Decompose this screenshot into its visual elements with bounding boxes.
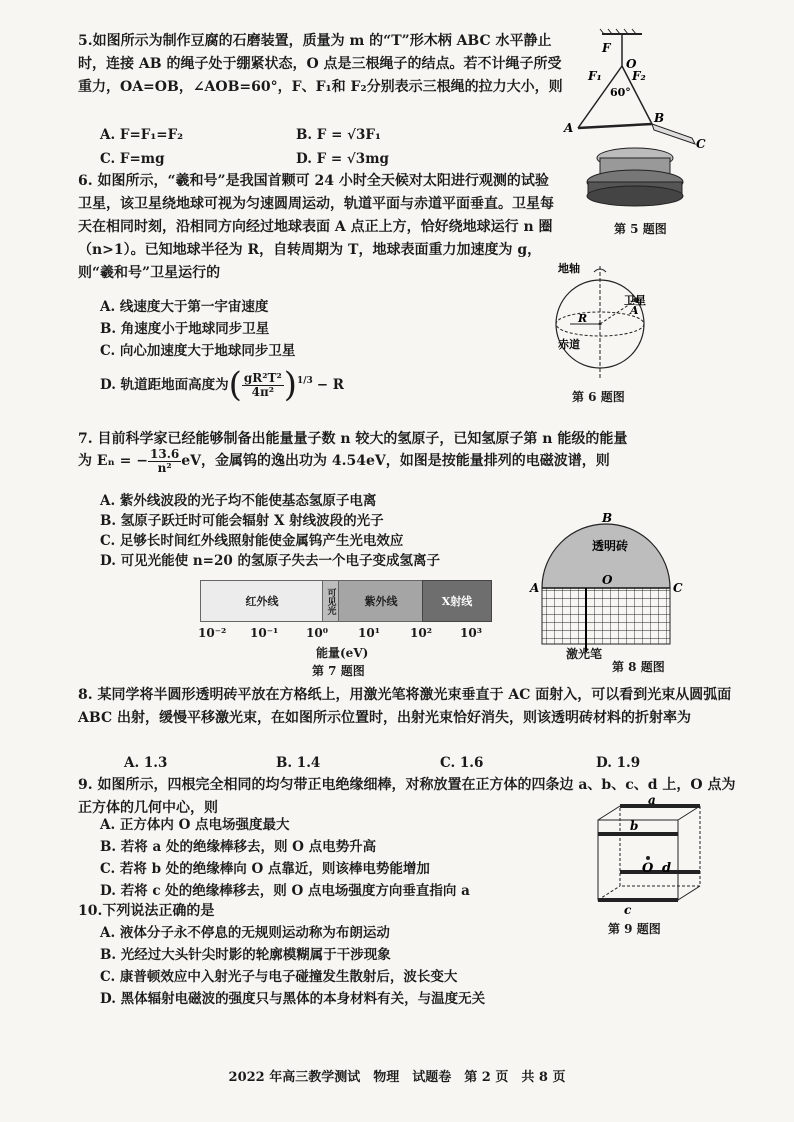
q7-tick-5: 10³ xyxy=(460,626,482,640)
q7-tick-4: 10² xyxy=(410,626,432,640)
q8-label-A: A xyxy=(530,581,540,595)
q8-text: 8. 某同学将半圆形透明砖平放在方格纸上，用激光笔将激光束垂直于 AC 面射入，可以看到光束从圆弧面 ABC 出射，缓慢平移激光束，在如图所示位置时，出射光束恰好消失，则该透明砖材料的折射率为 xyxy=(78,687,732,726)
q7-frac-den: n² xyxy=(157,461,172,475)
q8-figure xyxy=(530,510,683,660)
q10-text: 10.下列说法正确的是 xyxy=(78,903,215,919)
q6-text: 6. 如图所示，“羲和号”是我国首颗可 24 小时全天候对太阳进行观测的试验卫星，该卫星绕地球可视为匀速圆周运动，轨道平面与赤道平面垂直。卫星每天在相同时刻，沿相同方向经过地球表面 A 点正上方，恰好绕地球运行 n 圈（n>1）。已知地球半径为 R，自转周期为 T，地球表面重力加速度为 g，则“羲和号”卫星运行的 xyxy=(78,173,554,281)
q6-figure xyxy=(548,262,658,382)
q6-option-d-den: 4π² xyxy=(251,384,274,399)
q5-label-O: O xyxy=(626,57,637,71)
q7-band-ir: 红外线 xyxy=(200,580,324,622)
q6-label-A: A xyxy=(630,304,639,317)
q8-option-a: A. 1.3 xyxy=(124,755,168,771)
q6-label-sat: 卫星 xyxy=(624,294,646,307)
q9-label-a: a xyxy=(648,793,656,807)
q5-text: 5.如图所示为制作豆腐的石磨装置，质量为 m 的“T”形木柄 ABC 水平静止时，连接 AB 的绳子处于绷紧状态，O 点是三根绳子的结点。若不计绳子所受重力，OA=OB，∠AOB=60°，F、F₁和 F₂分别表示三根绳的拉力大小，则 xyxy=(78,33,563,95)
q5-label-angle: 60° xyxy=(610,86,631,99)
q7-tick-3: 10¹ xyxy=(358,626,380,640)
q9-text: 9. 如图所示，四根完全相同的均匀带正电绝缘细棒，对称放置在正方体的四条边 a、b、c、d 上，O 点为正方体的几何中心，则 xyxy=(78,777,736,816)
q7-option-d: D. 可见光能使 n=20 的氢原子失去一个电子变成氢离子 xyxy=(100,553,440,569)
q8-label-B: B xyxy=(602,511,613,525)
q7-tick-1: 10⁻¹ xyxy=(250,626,279,640)
q5-caption: 第 5 题图 xyxy=(614,222,667,236)
q5-label-F: F xyxy=(602,41,611,55)
q7-option-c: C. 足够长时间红外线照射能使金属钨产生光电效应 xyxy=(100,533,404,549)
q7-band-uv: 紫外线 xyxy=(338,580,424,622)
q8-option-b: B. 1.4 xyxy=(276,755,321,771)
q7-line2 xyxy=(78,448,738,475)
q9-label-c: c xyxy=(624,903,632,917)
q6-label-eq: 赤道 xyxy=(558,338,580,351)
q5-option-c: C. F=mg xyxy=(100,151,165,167)
q6-option-c: C. 向心加速度大于地球同步卫星 xyxy=(100,343,296,359)
q6-option-d-suffix: − R xyxy=(316,377,345,393)
q7-line2-prefix: 为 Eₙ = − xyxy=(78,453,149,469)
q6-label-axis: 地轴 xyxy=(558,262,580,275)
q9-option-c: C. 若将 b 处的绝缘棒向 O 点靠近，则该棒电势能增加 xyxy=(100,861,430,877)
q5-label-A: A xyxy=(564,121,574,135)
q5-label-F1: F₁ xyxy=(588,69,602,83)
q7-band-visible: 可见光 xyxy=(322,580,340,622)
page-footer: 2022 年高三教学测试 物理 试题卷 第 2 页 共 8 页 xyxy=(228,1070,566,1085)
q7-option-a: A. 紫外线波段的光子均不能使基态氢原子电离 xyxy=(100,493,377,509)
q8-label-C: C xyxy=(673,581,683,595)
q5-option-a: A. F=F₁=F₂ xyxy=(100,127,184,143)
q7-option-b: B. 氢原子跃迁时可能会辐射 X 射线波段的光子 xyxy=(100,513,384,529)
q6-option-d-prefix: D. 轨道距地面高度为 xyxy=(100,377,229,393)
q9-label-d: d xyxy=(662,861,672,876)
q6-option-a: A. 线速度大于第一宇宙速度 xyxy=(100,299,269,315)
q6-option-b: B. 角速度小于地球同步卫星 xyxy=(100,321,270,337)
q5-label-C: C xyxy=(696,137,706,151)
q5-label-B: B xyxy=(654,111,665,125)
q5-figure xyxy=(560,26,710,216)
q7-caption: 第 7 题图 xyxy=(312,664,365,678)
q5-option-d: D. F = √3mg xyxy=(296,151,389,167)
q7-frac-num: 13.6 xyxy=(150,447,180,461)
q9-option-a: A. 正方体内 O 点电场强度最大 xyxy=(100,817,290,833)
q5-label-F2: F₂ xyxy=(632,69,646,83)
q9-caption: 第 9 题图 xyxy=(608,922,661,936)
q9-option-d: D. 若将 c 处的绝缘棒移去，则 O 点电场强度方向垂直指向 a xyxy=(100,883,470,899)
q6-option-d-num: gR²T² xyxy=(243,370,282,385)
q8-caption: 第 8 题图 xyxy=(612,660,665,674)
q7-tick-0: 10⁻² xyxy=(198,626,227,640)
q7-band-xray: X射线 xyxy=(422,580,492,622)
q8-label-laser: 激光笔 xyxy=(566,647,603,661)
q10-option-b: B. 光经过大头针尖时影的轮廓模糊属于干涉现象 xyxy=(100,947,391,963)
q7-line2-suffix: eV，金属钨的逸出功为 4.54eV，如图是按能量排列的电磁波谱，则 xyxy=(181,453,610,469)
q7-spectrum xyxy=(200,580,490,620)
q9-option-b: B. 若将 a 处的绝缘棒移去，则 O 点电势升高 xyxy=(100,839,377,855)
q8-label-brick: 透明砖 xyxy=(592,539,629,553)
q7-tick-2: 10⁰ xyxy=(306,626,328,640)
q10-option-d: D. 黑体辐射电磁波的强度只与黑体的本身材料有关，与温度无关 xyxy=(100,991,486,1007)
q9-label-O: O xyxy=(642,861,654,876)
q6-option-d-exp: 1/3 xyxy=(296,376,313,386)
q7-axis-label: 能量(eV) xyxy=(316,646,369,660)
q8-option-d: D. 1.9 xyxy=(596,755,641,771)
q5-option-b: B. F = √3F₁ xyxy=(296,127,381,143)
q10-option-a: A. 液体分子永不停息的无规则运动称为布朗运动 xyxy=(100,925,390,941)
q6-label-R: R xyxy=(578,312,588,325)
q6-caption: 第 6 题图 xyxy=(572,390,625,404)
q8-label-O: O xyxy=(602,573,613,587)
q6-option-d: D. 轨道距地面高度为 ( $\frac{\text{gR²T²}}{\text{4π²}}$ ) $^{1/3}$ − R xyxy=(100,365,345,405)
q8-option-c: C. 1.6 xyxy=(440,755,484,771)
q9-label-b: b xyxy=(630,819,639,833)
q7-line1: 7. 目前科学家已经能够制备出能量量子数 n 较大的氢原子，已知氢原子第 n 能级的能量 xyxy=(78,431,628,447)
q10-option-c: C. 康普顿效应中入射光子与电子碰撞发生散射后，波长变大 xyxy=(100,969,458,985)
